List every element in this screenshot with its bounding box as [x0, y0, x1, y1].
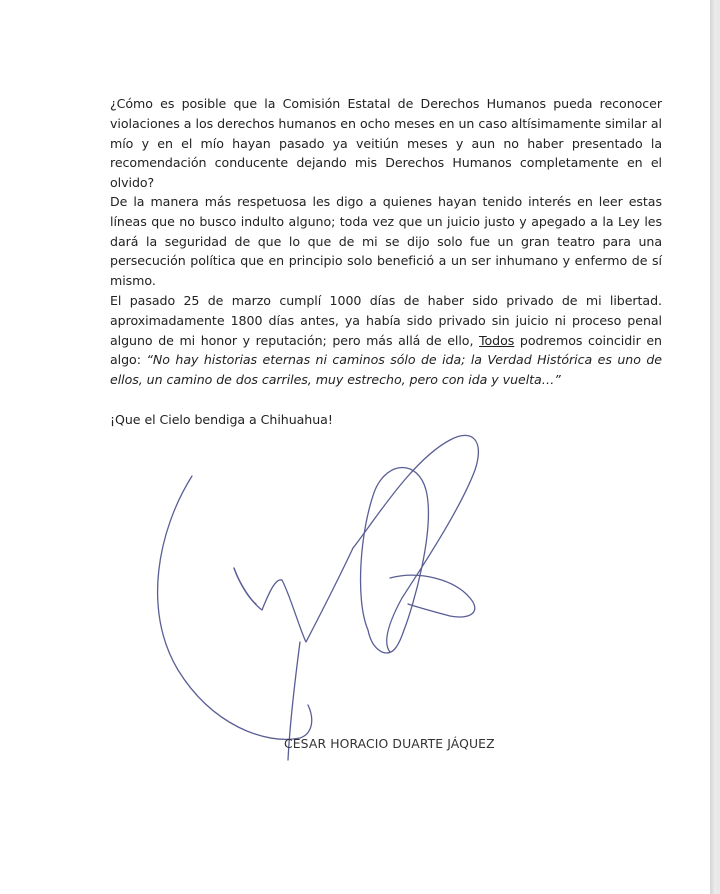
paragraph-2-text: De la manera más respetuosa les digo a quienes hayan tenido interés en leer estas líneas que no busco indulto alguno; toda vez que un juicio justo y apegado a la Ley les dará la seguridad de que lo que de mi se dijo solo fue un gran teatro para una persecución política que en principio solo benefició a un ser inhumano y enfermo de sí mismo.	[110, 194, 662, 289]
signature-outer-loop	[158, 476, 312, 739]
paragraph-3-lead: El pasado 25 de marzo cumplí 1000 días de haber sido privado de mi libertad. aproximadamente 1800 días antes, ya había sido privado sin juicio ni proceso penal alguno de mi honor y reputación; pero más allá de ello,	[110, 293, 662, 348]
paragraph-3-middle: podremos coincidir en algo:	[110, 332, 662, 368]
signature-upper-loop	[353, 435, 478, 652]
paragraph-3-underlined-word: Todos	[479, 332, 515, 348]
paragraph-1	[110, 94, 662, 193]
paragraph-2	[110, 192, 662, 291]
signature-hook	[234, 568, 256, 604]
paragraph-3-text	[110, 291, 662, 390]
signer-name: CESAR HORACIO DUARTE JÁQUEZ	[284, 736, 495, 751]
paragraph-1-text: ¿Cómo es posible que la Comisión Estatal de Derechos Humanos pueda reconocer violaciones a los derechos humanos en ocho meses en un caso altísimamente similar al mío y en el mío hayan pasado ya veitiún meses y aun no haber presentado la recomendación conducente dejando mis Derechos Humanos completamente en el olvido?	[110, 96, 662, 191]
signature-inner-loop	[361, 468, 429, 654]
paragraph-3	[110, 291, 662, 390]
closing-text: ¡Que el Cielo bendiga a Chihuahua!	[110, 412, 333, 427]
handwritten-signature	[150, 420, 530, 780]
signature-zigzag	[234, 548, 353, 642]
paragraph-3-quote: “No hay historias eternas ni caminos sólo de ida; la Verdad Histórica es uno de ellos, un camino de dos carriles, muy estrecho, pero con ida y vuelta…”	[110, 352, 662, 388]
